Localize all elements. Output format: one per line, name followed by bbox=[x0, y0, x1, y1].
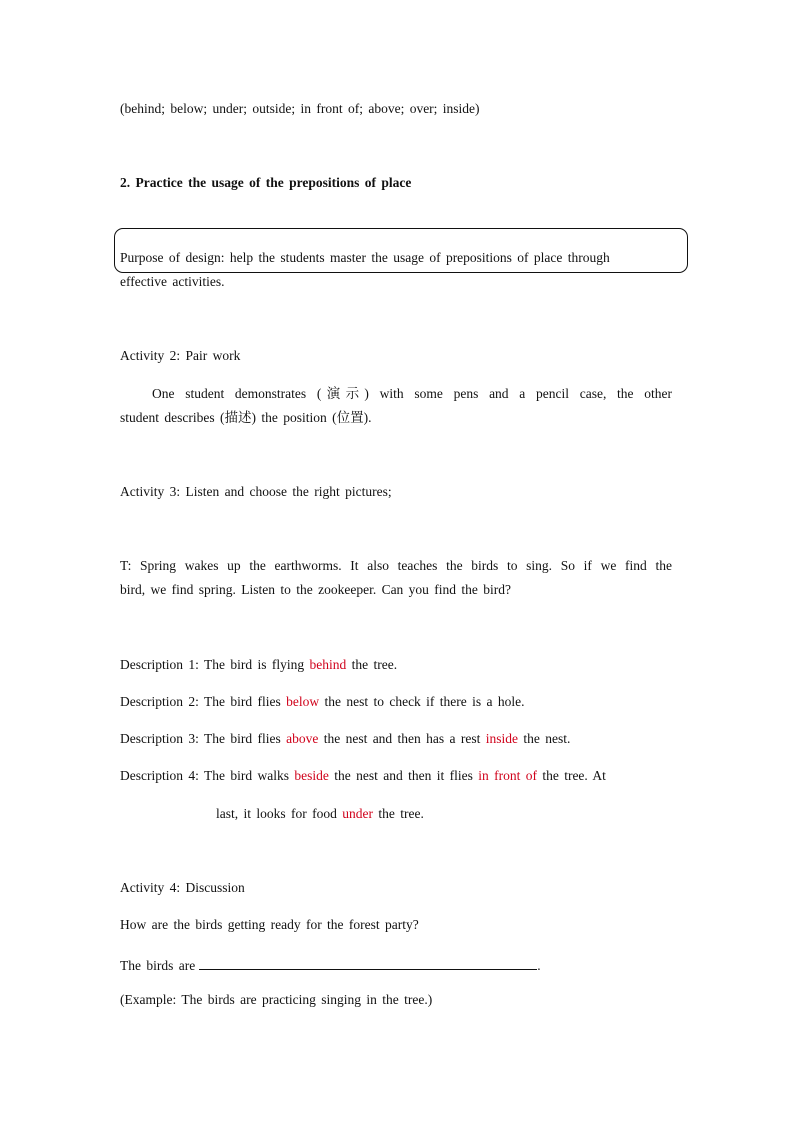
description-2: Description 2: The bird flies below the nest to check if there is a hole. bbox=[120, 694, 525, 709]
keyword: beside bbox=[294, 768, 329, 783]
activity-2-line-1: One student demonstrates (演示) with some pens and a pencil case, the other bbox=[152, 386, 672, 401]
section-heading: 2. Practice the usage of the prepositions of place bbox=[120, 175, 412, 190]
activity-2-title: Activity 2: Pair work bbox=[120, 348, 241, 363]
activity-3-title: Activity 3: Listen and choose the right pictures; bbox=[120, 484, 392, 499]
teacher-line-1: T: Spring wakes up the earthworms. It also teaches the birds to sing. So if we find the bbox=[120, 558, 672, 573]
description-3: Description 3: The bird flies above the nest and then has a rest inside the nest. bbox=[120, 731, 571, 746]
description-4: Description 4: The bird walks beside the nest and then it flies in front of the tree. At bbox=[120, 768, 606, 783]
description-4-continued: last, it looks for food under the tree. bbox=[216, 806, 424, 821]
prepositions-list: (behind; below; under; outside; in front of; above; over; inside) bbox=[120, 101, 480, 116]
keyword: under bbox=[342, 806, 373, 821]
discussion-question: How are the birds getting ready for the forest party? bbox=[120, 917, 419, 932]
keyword: behind bbox=[309, 657, 347, 672]
teacher-script bbox=[120, 554, 672, 602]
activity-4-title: Activity 4: Discussion bbox=[120, 880, 245, 895]
activity-2-body bbox=[120, 382, 672, 430]
purpose-line-1: Purpose of design: help the students master the usage of prepositions of place through bbox=[120, 250, 610, 265]
answer-blank[interactable] bbox=[199, 955, 537, 970]
keyword: below bbox=[286, 694, 320, 709]
example-answer: (Example: The birds are practicing singing in the tree.) bbox=[120, 992, 433, 1007]
teacher-line-2: bird, we find spring. Listen to the zookeeper. Can you find the bird? bbox=[120, 582, 512, 597]
keyword: inside bbox=[485, 731, 519, 746]
activity-2-line-2: student describes (描述) the position (位置). bbox=[120, 410, 372, 425]
answer-line: The birds are . bbox=[120, 955, 541, 974]
purpose-line-2: effective activities. bbox=[120, 274, 225, 289]
keyword: above bbox=[286, 731, 319, 746]
keyword: in front of bbox=[478, 768, 537, 783]
description-1: Description 1: The bird is flying behind the tree. bbox=[120, 657, 398, 672]
